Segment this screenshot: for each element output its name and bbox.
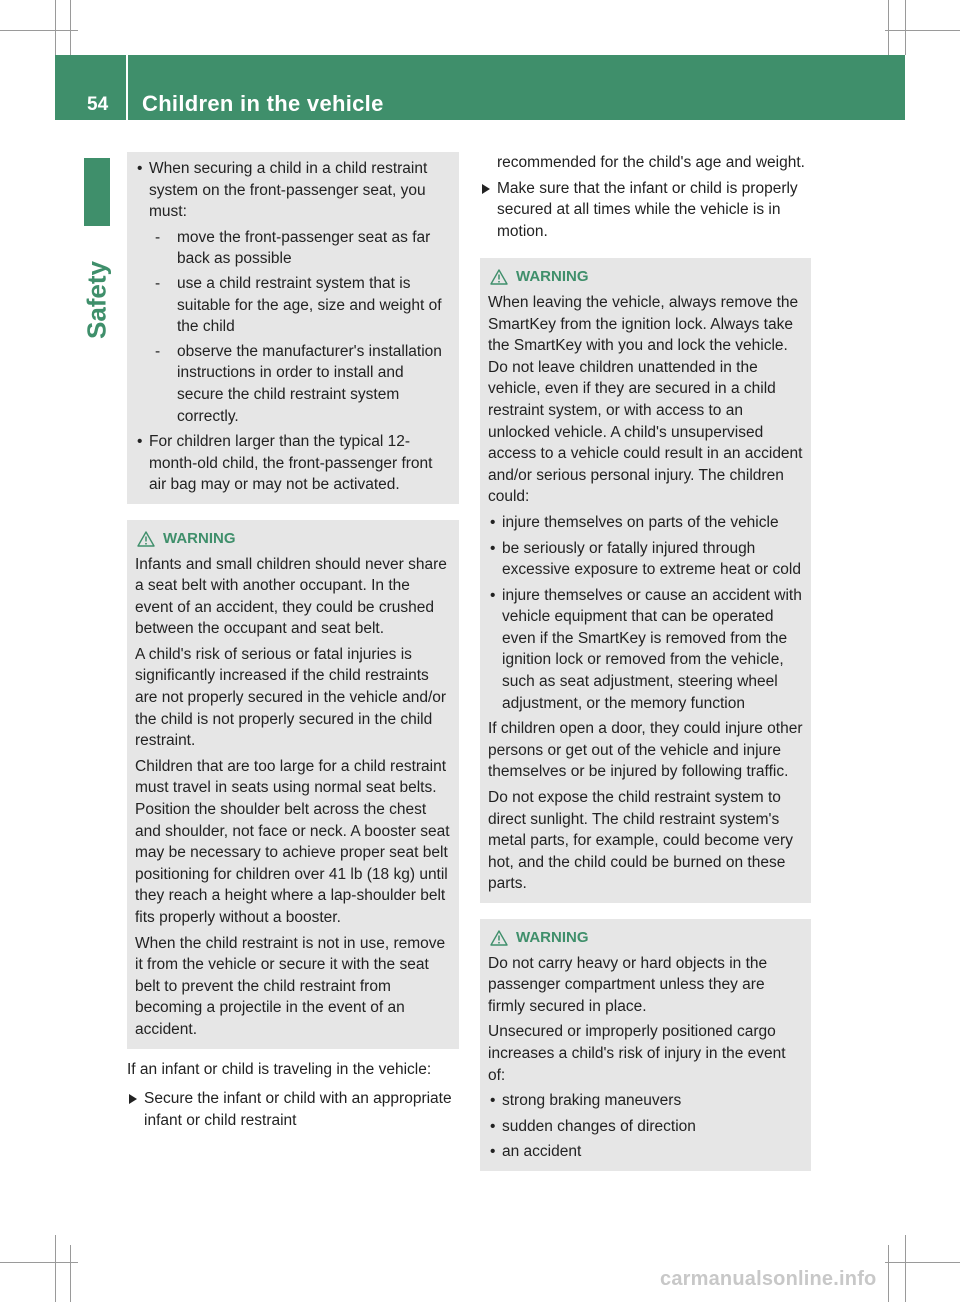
list-item: - move the front-passenger seat as far back as possible (149, 227, 451, 270)
section-tab-label: Safety (81, 260, 112, 340)
warning-title: WARNING (516, 929, 589, 946)
warning-icon (490, 269, 508, 285)
step-text: Make sure that the infant or child is properly secured at all times while the vehicle is in motion. (497, 179, 798, 240)
list-item: • For children larger than the typical 12-month-old child, the front-passenger front air bag may or may not be activated. (135, 431, 451, 496)
list-item: • be seriously or fatally injured through excessive exposure to extreme heat or cold (488, 538, 803, 581)
watermark: carmanualsonline.info (660, 1268, 877, 1290)
step-text: recommended for the child's age and weight. (497, 154, 805, 171)
warning-paragraph: Do not expose the child restraint system to direct sunlight. The child restraint system's metal parts, for example, could become very hot, and the child could be burned on these parts. (488, 789, 793, 893)
list-item: - use a child restraint system that is suitable for the age, size and weight of the child (149, 273, 451, 338)
list-item: • strong braking maneuvers (488, 1090, 803, 1112)
warning-title: WARNING (163, 529, 236, 547)
warning-box (480, 258, 811, 903)
warning-paragraph: Unsecured or improperly positioned cargo increases a child's risk of injury in the event of: (488, 1023, 786, 1084)
warning-icon (137, 531, 155, 547)
warning-paragraph: When leaving the vehicle, always remove the SmartKey from the ignition lock. Always take the SmartKey with you and lock the vehicle. Do not leave children unattended in the vehicle, even if they are secured in a child restraint system, or with access to an unlocked vehicle. A child's unsupervised access to a vehicle could result in an accident and/or serious personal injury. The children could: (488, 293, 803, 506)
instruction-step-continued (480, 152, 811, 174)
warning-paragraph: When the child restraint is not in use, remove it from the vehicle or secure it with the seat belt to prevent the child restraint from becoming a projectile in the event of an accident. (135, 934, 446, 1038)
info-bullets (135, 158, 451, 496)
warning-paragraph: A child's risk of serious or fatal injuries is significantly increased if the child restraints are not properly secured in the vehicle and/or the child is not properly secured in the child restraint. (135, 645, 447, 750)
warning-heading (135, 528, 451, 550)
warning-paragraph: Infants and small children should never share a seat belt with another occupant. In the event of an accident, they could be crushed between the occupant and seat belt. (135, 555, 447, 638)
right-column (480, 152, 811, 1171)
crop-mark (885, 1262, 960, 1263)
crop-mark (888, 1245, 889, 1302)
warning-paragraph: Do not carry heavy or hard objects in the passenger compartment unless they are firmly secured in place. (488, 954, 768, 1015)
crop-mark (905, 0, 906, 55)
body-text: If an infant or child is traveling in the vehicle: (127, 1060, 432, 1078)
list-item: • injure themselves or cause an accident with vehicle equipment that can be operated even if the SmartKey is removed from the ignition lock or removed from the vehicle, such as seat adjustment, steering wheel adjustment, or the memory function (488, 585, 803, 715)
warning-heading (488, 927, 803, 949)
instruction-step (127, 1088, 459, 1131)
warning-box (480, 919, 811, 1171)
warning-bullets (488, 1090, 803, 1163)
bullet-text: When securing a child in a child restraint system on the front-passenger seat, you must: (149, 160, 428, 221)
crop-mark (905, 1235, 906, 1302)
left-column (127, 152, 459, 1135)
step-arrow-icon (129, 1094, 137, 1104)
warning-paragraph: If children open a door, they could injure other persons or get out of the vehicle and injure themselves or be injured by following traffic. (488, 720, 803, 781)
chapter-title: Children in the vehicle (142, 91, 384, 116)
warning-heading (488, 266, 803, 288)
header-separator (126, 55, 128, 120)
info-box (127, 152, 459, 504)
list-item: • an accident (488, 1141, 803, 1163)
dash-list (149, 227, 451, 427)
instruction-step (480, 178, 811, 243)
warning-box (127, 520, 459, 1049)
list-item (135, 158, 451, 427)
warning-title: WARNING (516, 268, 589, 286)
list-item: - observe the manufacturer's installation instructions in order to install and secure the child restraint system correctly. (149, 341, 451, 427)
section-tab-marker (84, 158, 110, 226)
crop-mark (55, 1235, 56, 1302)
step-text: Secure the infant or child with an appropriate infant or child restraint (144, 1090, 452, 1129)
list-item: • sudden changes of direction (488, 1116, 803, 1138)
warning-icon (490, 930, 508, 946)
crop-mark (0, 1262, 78, 1263)
list-item: • injure themselves on parts of the vehicle (488, 512, 803, 534)
warning-bullets (488, 512, 803, 714)
page-number: 54 (87, 94, 109, 115)
warning-paragraph: Children that are too large for a child restraint must travel in seats using normal seat belts. Position the shoulder belt across the chest and shoulder, not face or neck. A booster seat may be necessary to achieve proper seat belt positioning for children over 41 lb (18 kg) until they reach a height where a lap-shoulder belt fits properly without a booster. (135, 757, 450, 926)
crop-mark (70, 1245, 71, 1302)
step-arrow-icon (482, 184, 490, 194)
